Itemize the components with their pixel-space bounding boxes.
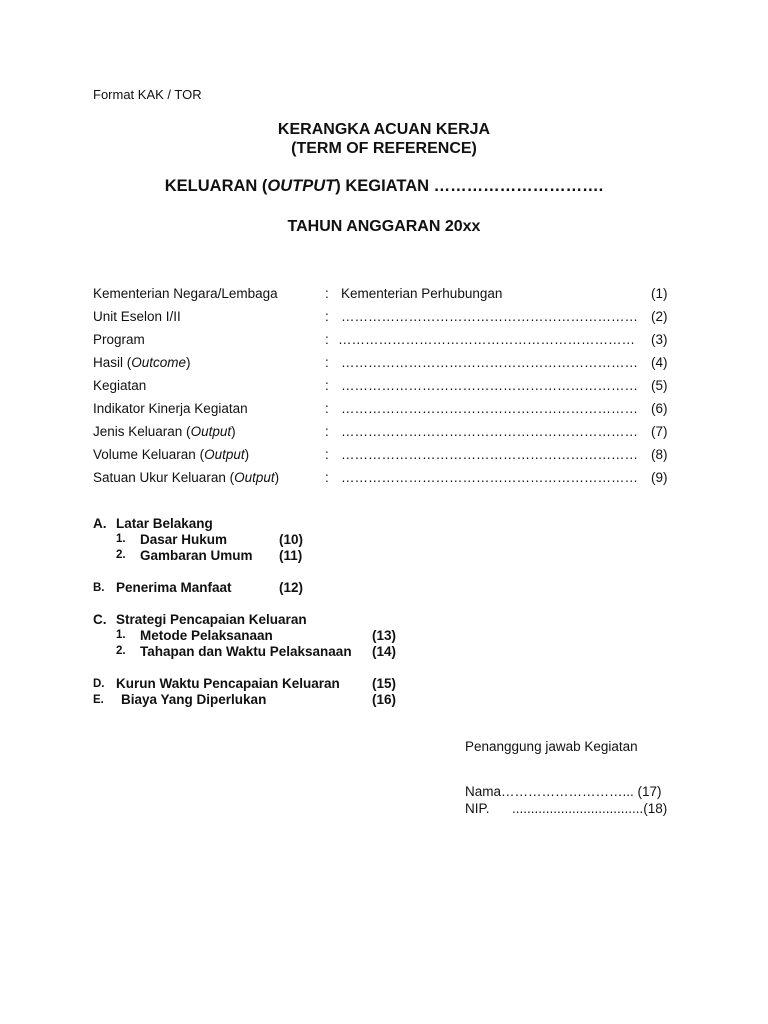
section-d-ref: (15) bbox=[372, 676, 397, 691]
field-label-italic: Output bbox=[204, 447, 245, 462]
keluaran-title-post: ) KEGIATAN …………………………. bbox=[335, 177, 604, 195]
section-a2-title: Gambaran Umum bbox=[140, 548, 253, 563]
field-colon: : bbox=[325, 378, 329, 393]
field-value: ………………………………………………………… bbox=[341, 447, 638, 462]
field-value: ………………………………………………………… bbox=[338, 332, 635, 347]
field-label bbox=[93, 355, 191, 370]
field-value: ………………………………………………………… bbox=[341, 378, 638, 393]
field-label-text: Volume Keluaran ( bbox=[93, 447, 205, 462]
field-number: (3) bbox=[651, 332, 668, 347]
section-a2-number: 2. bbox=[116, 549, 126, 561]
section-c1-ref: (13) bbox=[372, 628, 397, 643]
signature-name-line: Nama………………………... (17) bbox=[465, 784, 662, 799]
field-value: ………………………………………………………… bbox=[341, 470, 638, 485]
keluaran-title bbox=[0, 177, 768, 196]
section-c2-number: 2. bbox=[116, 645, 126, 657]
field-colon: : bbox=[325, 309, 329, 324]
format-line: Format KAK / TOR bbox=[93, 87, 202, 102]
section-c1-number: 1. bbox=[116, 629, 126, 641]
field-label-text: Kementerian Negara/Lembaga bbox=[93, 286, 278, 301]
section-b-ref: (12) bbox=[279, 580, 304, 595]
section-c-title: Strategi Pencapaian Keluaran bbox=[116, 612, 307, 627]
field-colon: : bbox=[325, 470, 329, 485]
field-value: ………………………………………………………… bbox=[341, 424, 638, 439]
field-label-italic: Output bbox=[190, 424, 232, 439]
field-label-italic: Outcome bbox=[131, 355, 187, 370]
field-value: ………………………………………………………… bbox=[341, 401, 638, 416]
field-label-text: Kegiatan bbox=[93, 378, 147, 393]
field-number: (6) bbox=[651, 401, 668, 416]
field-number: (1) bbox=[651, 286, 668, 301]
section-a1-number: 1. bbox=[116, 533, 126, 545]
field-label-suffix: ) bbox=[244, 447, 250, 462]
section-a1-ref: (10) bbox=[279, 532, 304, 547]
signature-heading: Penanggung jawab Kegiatan bbox=[465, 739, 638, 754]
field-label bbox=[93, 309, 181, 324]
field-number: (2) bbox=[651, 309, 668, 324]
field-label-text: Unit Eselon I/II bbox=[93, 309, 181, 324]
field-label bbox=[93, 447, 249, 462]
field-colon: : bbox=[325, 424, 329, 439]
section-a-letter: A. bbox=[93, 516, 107, 531]
section-b-letter: B. bbox=[93, 582, 105, 594]
section-c1-title: Metode Pelaksanaan bbox=[140, 628, 273, 643]
field-value: ………………………………………………………… bbox=[341, 309, 638, 324]
section-c2-ref: (14) bbox=[372, 644, 397, 659]
title-line-2: (TERM OF REFERENCE) bbox=[291, 140, 477, 157]
field-label-text: Jenis Keluaran ( bbox=[93, 424, 191, 439]
section-d-letter: D. bbox=[93, 678, 105, 690]
field-label-suffix: ) bbox=[231, 424, 236, 439]
field-label-suffix: ) bbox=[186, 355, 191, 370]
field-label-italic: Output bbox=[234, 470, 275, 485]
keluaran-title-italic: OUTPUT bbox=[267, 177, 336, 195]
section-a1-title: Dasar Hukum bbox=[140, 532, 228, 547]
field-value: Kementerian Perhubungan bbox=[341, 286, 503, 301]
field-colon: : bbox=[325, 447, 329, 462]
field-label-suffix: ) bbox=[274, 470, 280, 485]
section-c-letter: C. bbox=[93, 612, 107, 627]
field-label bbox=[93, 470, 279, 485]
field-number: (9) bbox=[651, 470, 668, 485]
keluaran-title-pre: KELUARAN ( bbox=[164, 177, 268, 195]
section-d-title: Kurun Waktu Pencapaian Keluaran bbox=[116, 676, 340, 691]
field-number: (5) bbox=[651, 378, 668, 393]
field-label-text: Indikator Kinerja Kegiatan bbox=[93, 401, 248, 416]
field-colon: : bbox=[325, 355, 329, 370]
field-colon: : bbox=[325, 332, 329, 347]
field-label-text: Satuan Ukur Keluaran ( bbox=[93, 470, 235, 485]
field-colon: : bbox=[325, 286, 329, 301]
field-value: ………………………………………………………… bbox=[341, 355, 638, 370]
tahun-anggaran-title: TAHUN ANGGARAN 20xx bbox=[287, 218, 481, 235]
section-e-ref: (16) bbox=[372, 692, 397, 707]
field-label-text: Program bbox=[93, 332, 145, 347]
section-b-title: Penerima Manfaat bbox=[116, 580, 232, 595]
field-label bbox=[93, 401, 248, 416]
field-label bbox=[93, 286, 278, 301]
signature-nip-label: NIP. bbox=[465, 801, 490, 816]
field-label bbox=[93, 332, 145, 347]
field-number: (7) bbox=[651, 424, 668, 439]
section-e-letter: E. bbox=[93, 694, 104, 706]
field-label-text: Hasil ( bbox=[93, 355, 132, 370]
section-c2-title: Tahapan dan Waktu Pelaksanaan bbox=[140, 644, 352, 659]
section-a2-ref: (11) bbox=[279, 548, 303, 563]
field-label bbox=[93, 424, 236, 439]
field-colon: : bbox=[325, 401, 329, 416]
title-line-1: KERANGKA ACUAN KERJA bbox=[277, 121, 491, 138]
section-a-title: Latar Belakang bbox=[116, 516, 213, 531]
section-e-title: Biaya Yang Diperlukan bbox=[121, 692, 267, 707]
signature-nip-value: ...................................(18) bbox=[512, 801, 668, 816]
field-label bbox=[93, 378, 146, 393]
field-number: (8) bbox=[651, 447, 668, 462]
field-number: (4) bbox=[651, 355, 668, 370]
